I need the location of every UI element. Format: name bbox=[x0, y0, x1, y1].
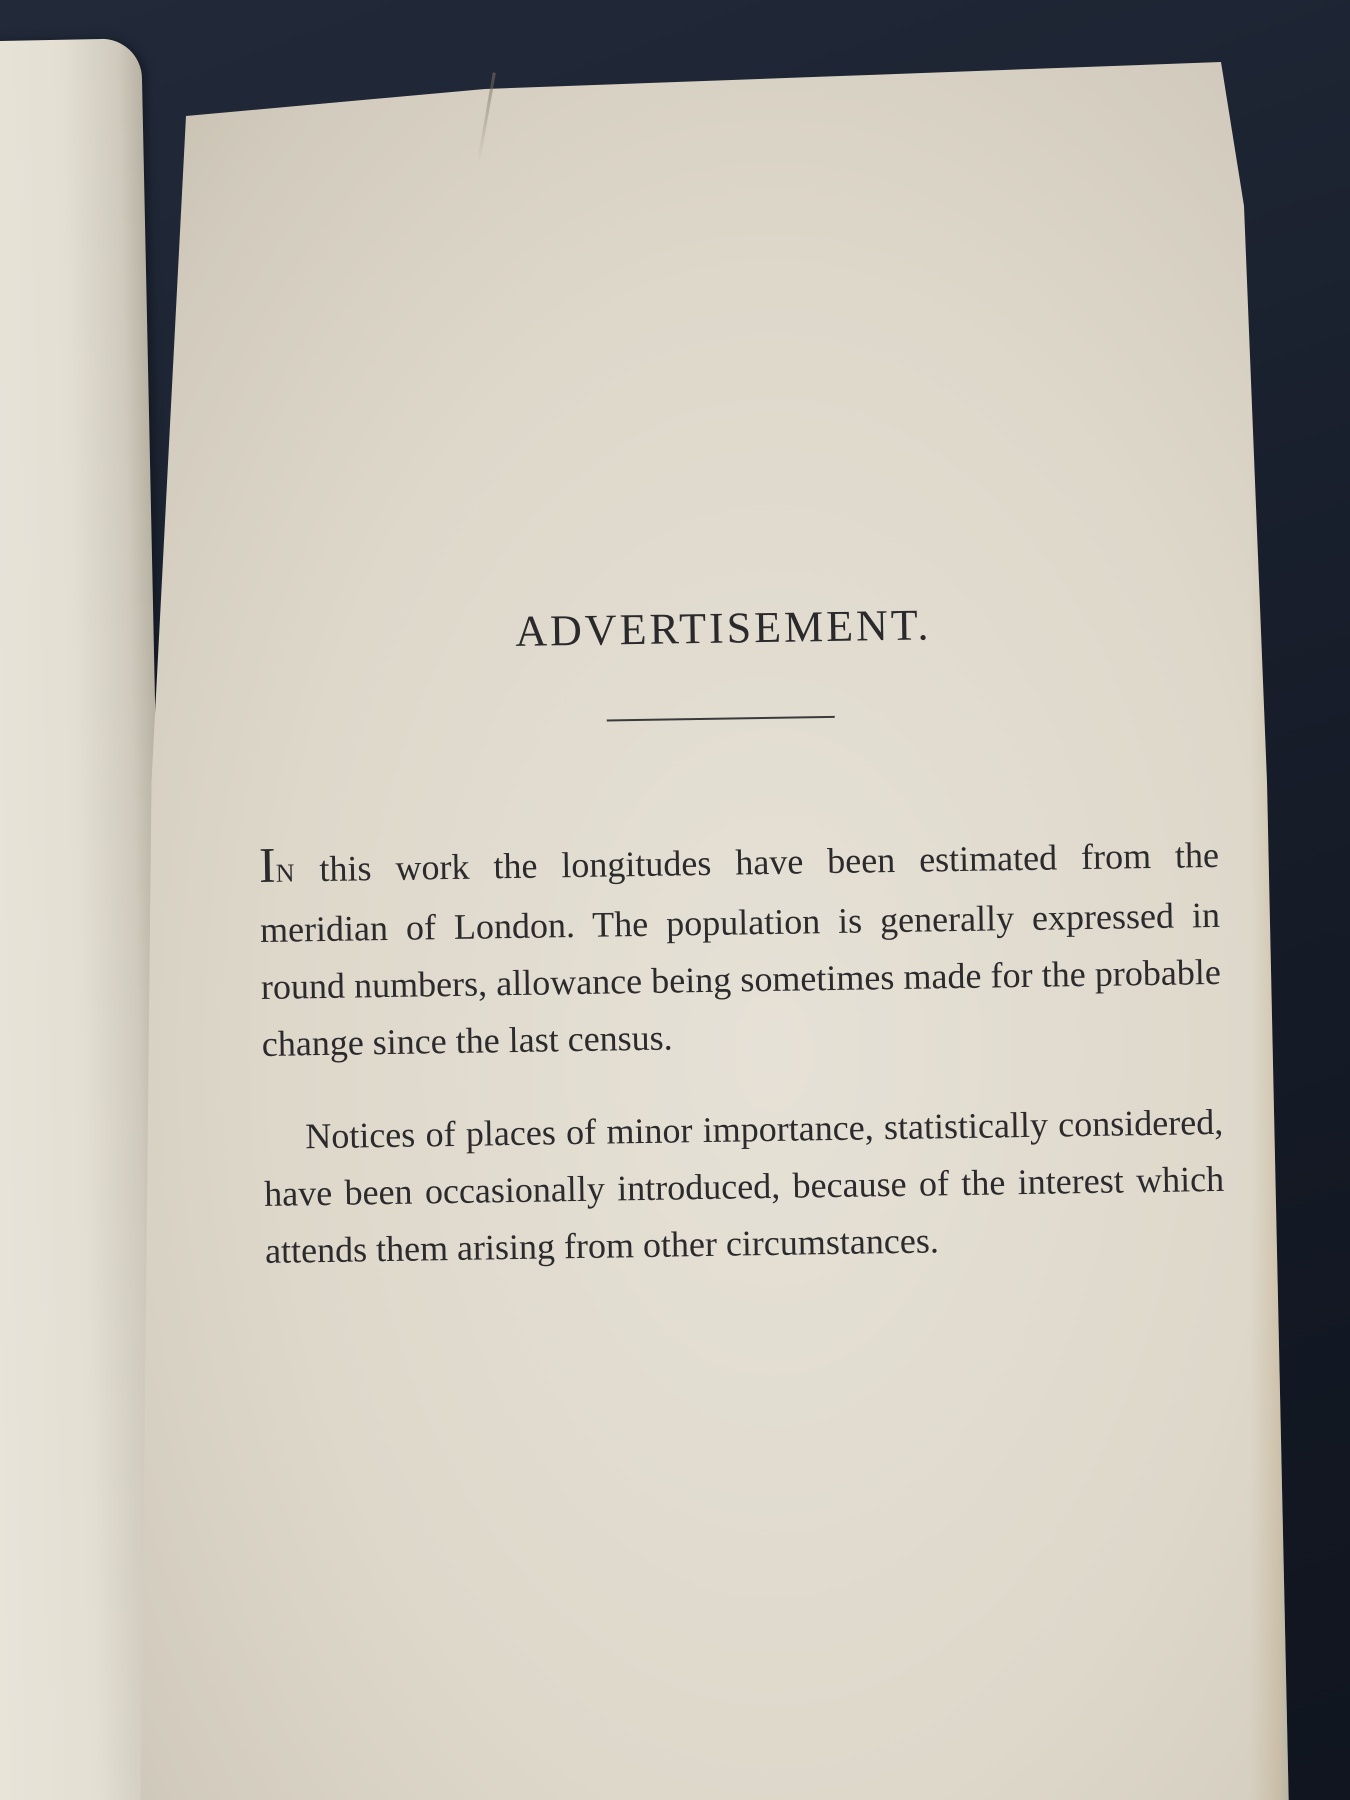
drop-cap: I bbox=[258, 836, 277, 893]
heading-rule bbox=[607, 716, 835, 722]
paragraph-2: Notices of places of minor importance, statistically considered, have been occasionally introduced, because of the interest which attends them arising from other circumstances. bbox=[263, 1101, 1225, 1271]
paragraph-1-text: this work the longitudes have been estimated from the meridian of London. The population is generally expressed in round numbers, allowance being sometimes made for the probable change since the last census. bbox=[259, 834, 1222, 1064]
page-text bbox=[255, 595, 1225, 1280]
page-heading: ADVERTISEMENT. bbox=[514, 600, 932, 656]
small-caps: N bbox=[275, 858, 296, 888]
paragraph-1 bbox=[259, 822, 1223, 1073]
